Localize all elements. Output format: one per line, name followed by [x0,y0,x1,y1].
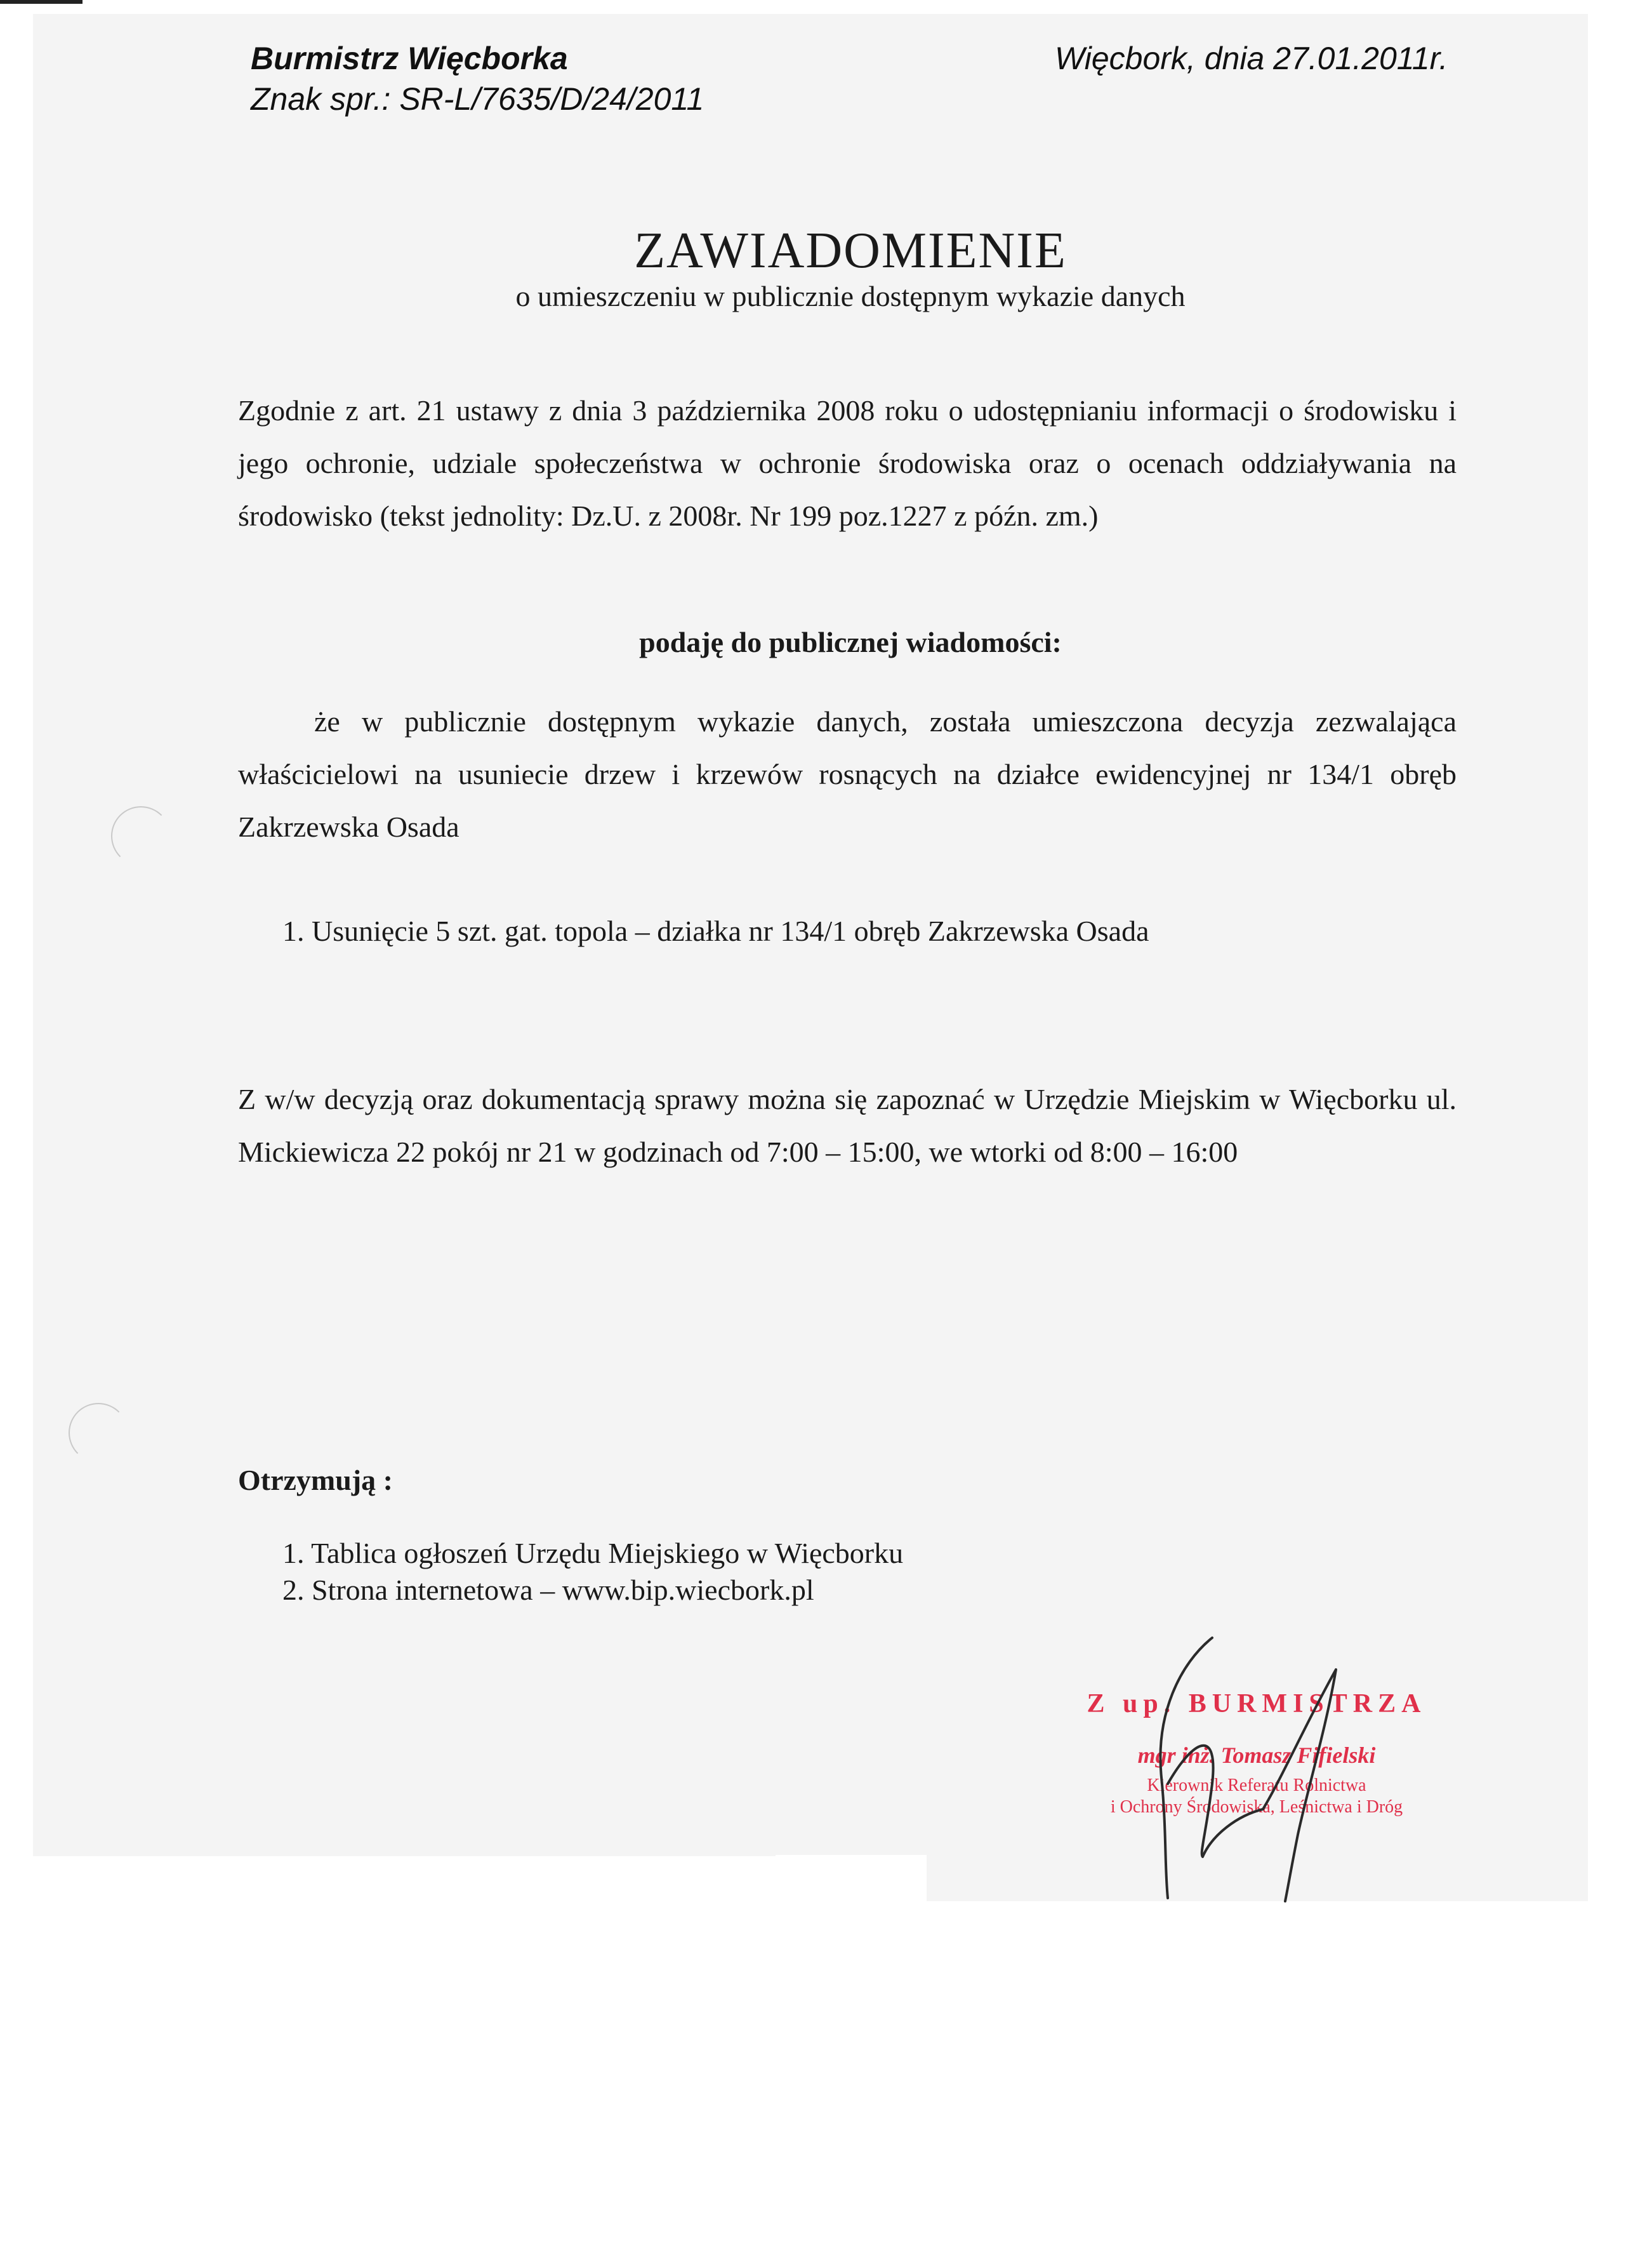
document-title: ZAWIADOMIENIE [634,223,1067,279]
stamp-signatory-name: mgr inż. Tomasz Fifielski [1137,1743,1376,1768]
stamp-position-line: Kierownik Referatu Rolnictwa [1147,1776,1366,1795]
issuing-authority: Burmistrz Więcborka [251,41,568,76]
list-item: 1. Usunięcie 5 szt. gat. topola – działka nr 134/1 obręb Zakrzewska Osada [282,915,1149,947]
stamp-department-line: i Ochrony Środowiska, Leśnictwa i Dróg [1110,1797,1403,1817]
scan-edge [33,1854,776,1856]
recipient-item: 2. Strona internetowa – www.bip.wiecbork.pl [282,1574,814,1606]
decision-paragraph: że w publicznie dostępnym wykazie danych, została umieszczona decyzja zezwalająca właścicielowi na usuniecie drzew i krzewów rosnących na działce ewidencyjnej nr 134/1 obręb Zakrzewska Osada [238,705,1457,843]
punch-hole-mark [111,806,171,866]
handwritten-signature [1117,1625,1409,1904]
punch-hole-mark [69,1403,128,1463]
reference-number: Znak spr.: SR-L/7635/D/24/2011 [251,81,704,117]
document-subtitle: o umieszczeniu w publicznie dostępnym wykazie danych [515,280,1186,312]
information-paragraph: Z w/w decyzją oraz dokumentacją sprawy można się zapoznać w Urzędzie Miejskim w Więcborku ul. Mickiewicza 22 pokój nr 21 w godzinach od 7:00 – 15:00, we wtorki od 8:00 – 16:00 [238,1083,1457,1168]
document-header-left [251,38,704,119]
recipients-heading: Otrzymują : [238,1464,393,1496]
announcement-heading: podaję do publicznej wiadomości: [639,626,1062,658]
corner-mark [0,0,83,4]
place-and-date: Więcbork, dnia 27.01.2011r. [1055,41,1448,76]
recipient-item: 1. Tablica ogłoszeń Urzędu Miejskiego w Więcborku [282,1537,904,1569]
stamp-authority-line: Z up. BURMISTRZA [1087,1689,1427,1718]
legal-basis-paragraph: Zgodnie z art. 21 ustawy z dnia 3 października 2008 roku o udostępnianiu informacji o środowisku i jego ochronie, udziale społeczeństwa w ochronie środowiska oraz o ocenach oddziaływania na środowisko (tekst jednolity: Dz.U. z 2008r. Nr 199 poz.1227 z późn. zm.) [238,394,1457,532]
